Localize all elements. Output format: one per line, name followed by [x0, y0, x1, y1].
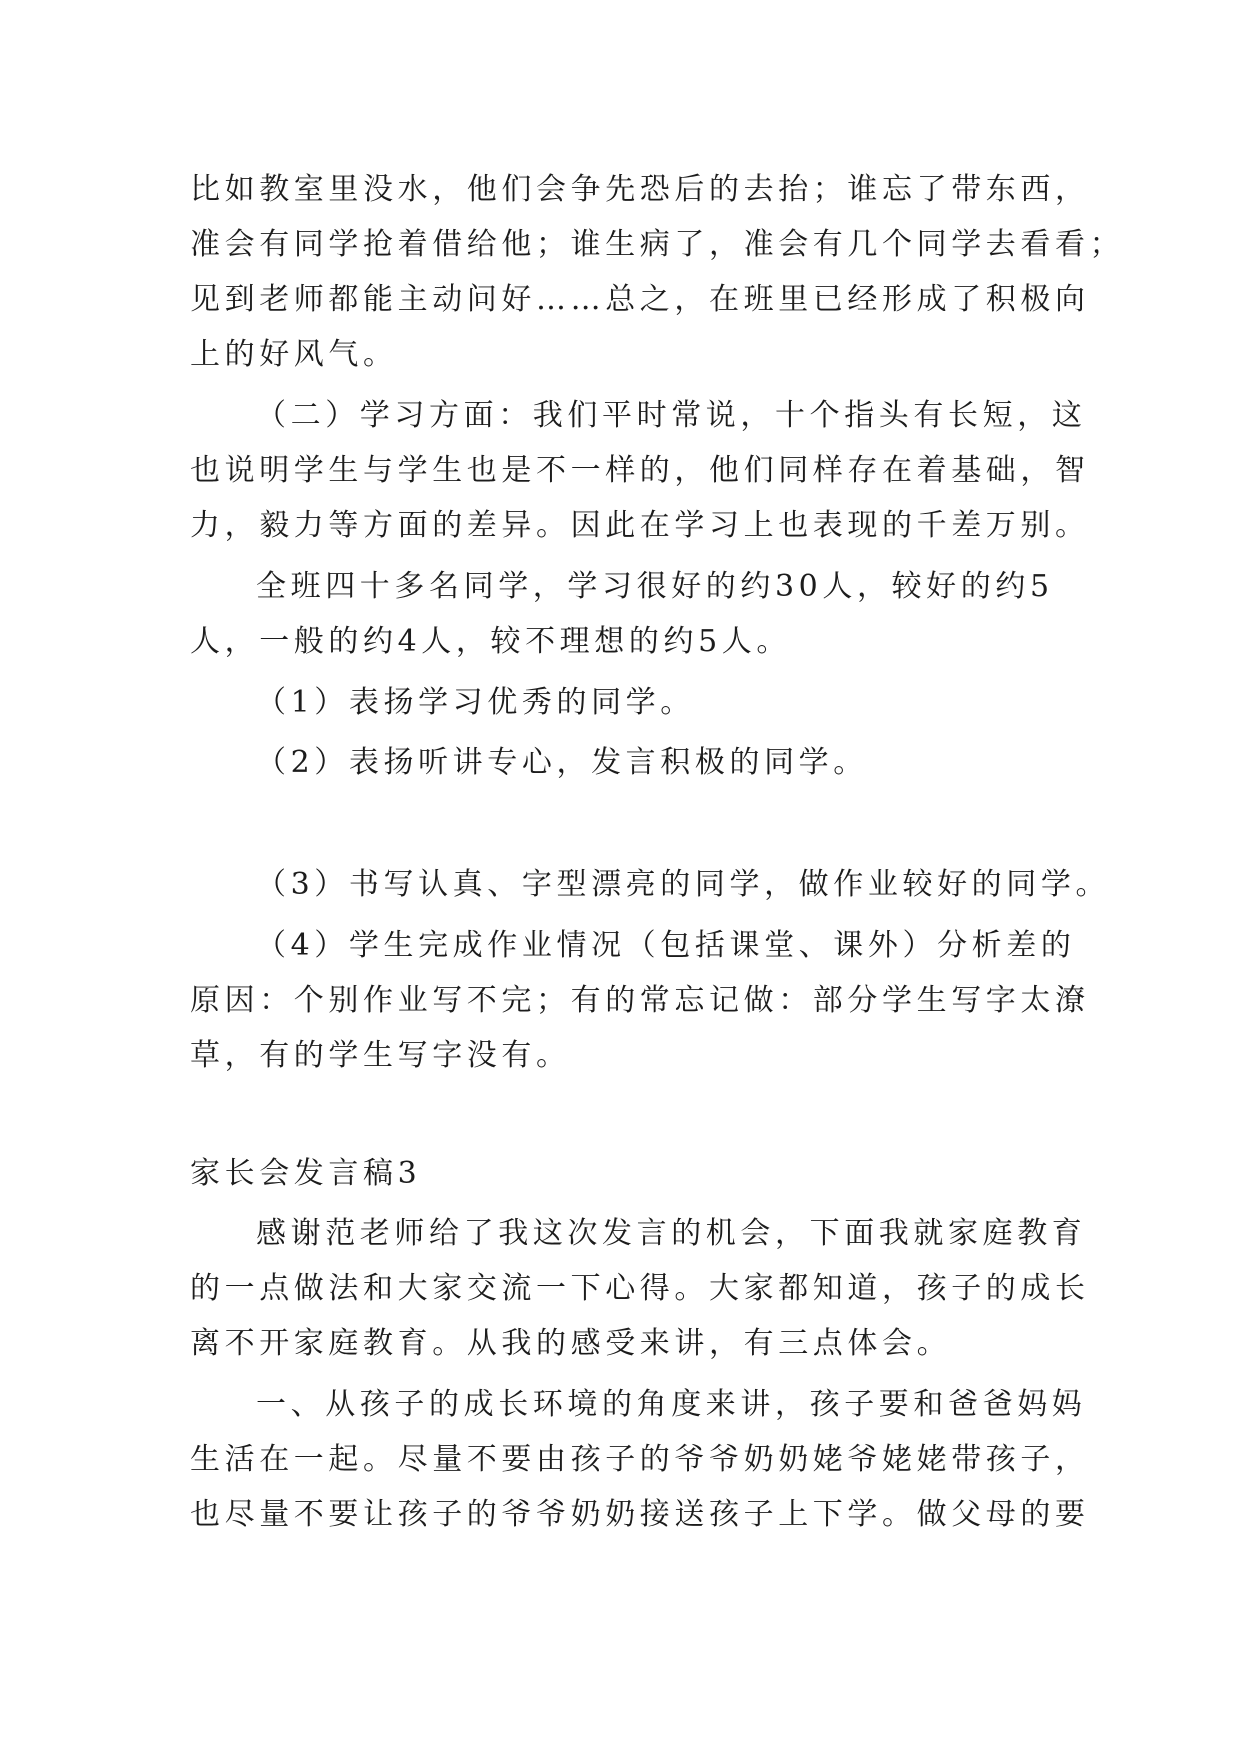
- paragraph-line: 力，毅力等方面的差异。因此在学习上也表现的千差万别。: [190, 508, 1090, 543]
- paragraph-line: 见到老师都能主动问好……总之，在班里已经形成了积极向: [190, 282, 1090, 317]
- paragraph-line: 比如教室里没水，他们会争先恐后的去抬；谁忘了带东西，: [190, 172, 1090, 207]
- list-item-line: （1）表扬学习优秀的同学。: [256, 685, 695, 720]
- paragraph-line: 原因：个别作业写不完；有的常忘记做：部分学生写字太潦: [190, 983, 1090, 1018]
- paragraph-line: 生活在一起。尽量不要由孩子的爷爷奶奶姥爷姥姥带孩子，: [190, 1442, 1090, 1477]
- paragraph-line: 一、从孩子的成长环境的角度来讲，孩子要和爸爸妈妈: [256, 1387, 1087, 1422]
- paragraph-line: 离不开家庭教育。从我的感受来讲，有三点体会。: [190, 1326, 952, 1361]
- paragraph-line: 也尽量不要让孩子的爷爷奶奶接送孩子上下学。做父母的要: [190, 1497, 1090, 1532]
- list-item-line: （2）表扬听讲专心，发言积极的同学。: [256, 745, 868, 780]
- paragraph-line: 全班四十多名同学，学习很好的约30人，较好的约5: [256, 569, 1054, 604]
- list-item-line: （4）学生完成作业情况（包括课堂、课外）分析差的: [256, 928, 1076, 963]
- paragraph-line: 草，有的学生写字没有。: [190, 1038, 571, 1073]
- paragraph-line: 准会有同学抢着借给他；谁生病了，准会有几个同学去看看；: [190, 227, 1125, 262]
- list-item-line: （3）书写认真、字型漂亮的同学，做作业较好的同学。: [256, 867, 1111, 902]
- paragraph-line: （二）学习方面：我们平时常说，十个指头有长短，这: [256, 398, 1087, 433]
- section-heading: 家长会发言稿3: [190, 1156, 422, 1191]
- paragraph-line: 人，一般的约4人，较不理想的约5人。: [190, 624, 791, 659]
- paragraph-line: 感谢范老师给了我这次发言的机会，下面我就家庭教育: [256, 1216, 1087, 1251]
- paragraph-line: 也说明学生与学生也是不一样的，他们同样存在着基础，智: [190, 453, 1090, 488]
- paragraph-line: 上的好风气。: [190, 337, 398, 372]
- paragraph-line: 的一点做法和大家交流一下心得。大家都知道，孩子的成长: [190, 1271, 1090, 1306]
